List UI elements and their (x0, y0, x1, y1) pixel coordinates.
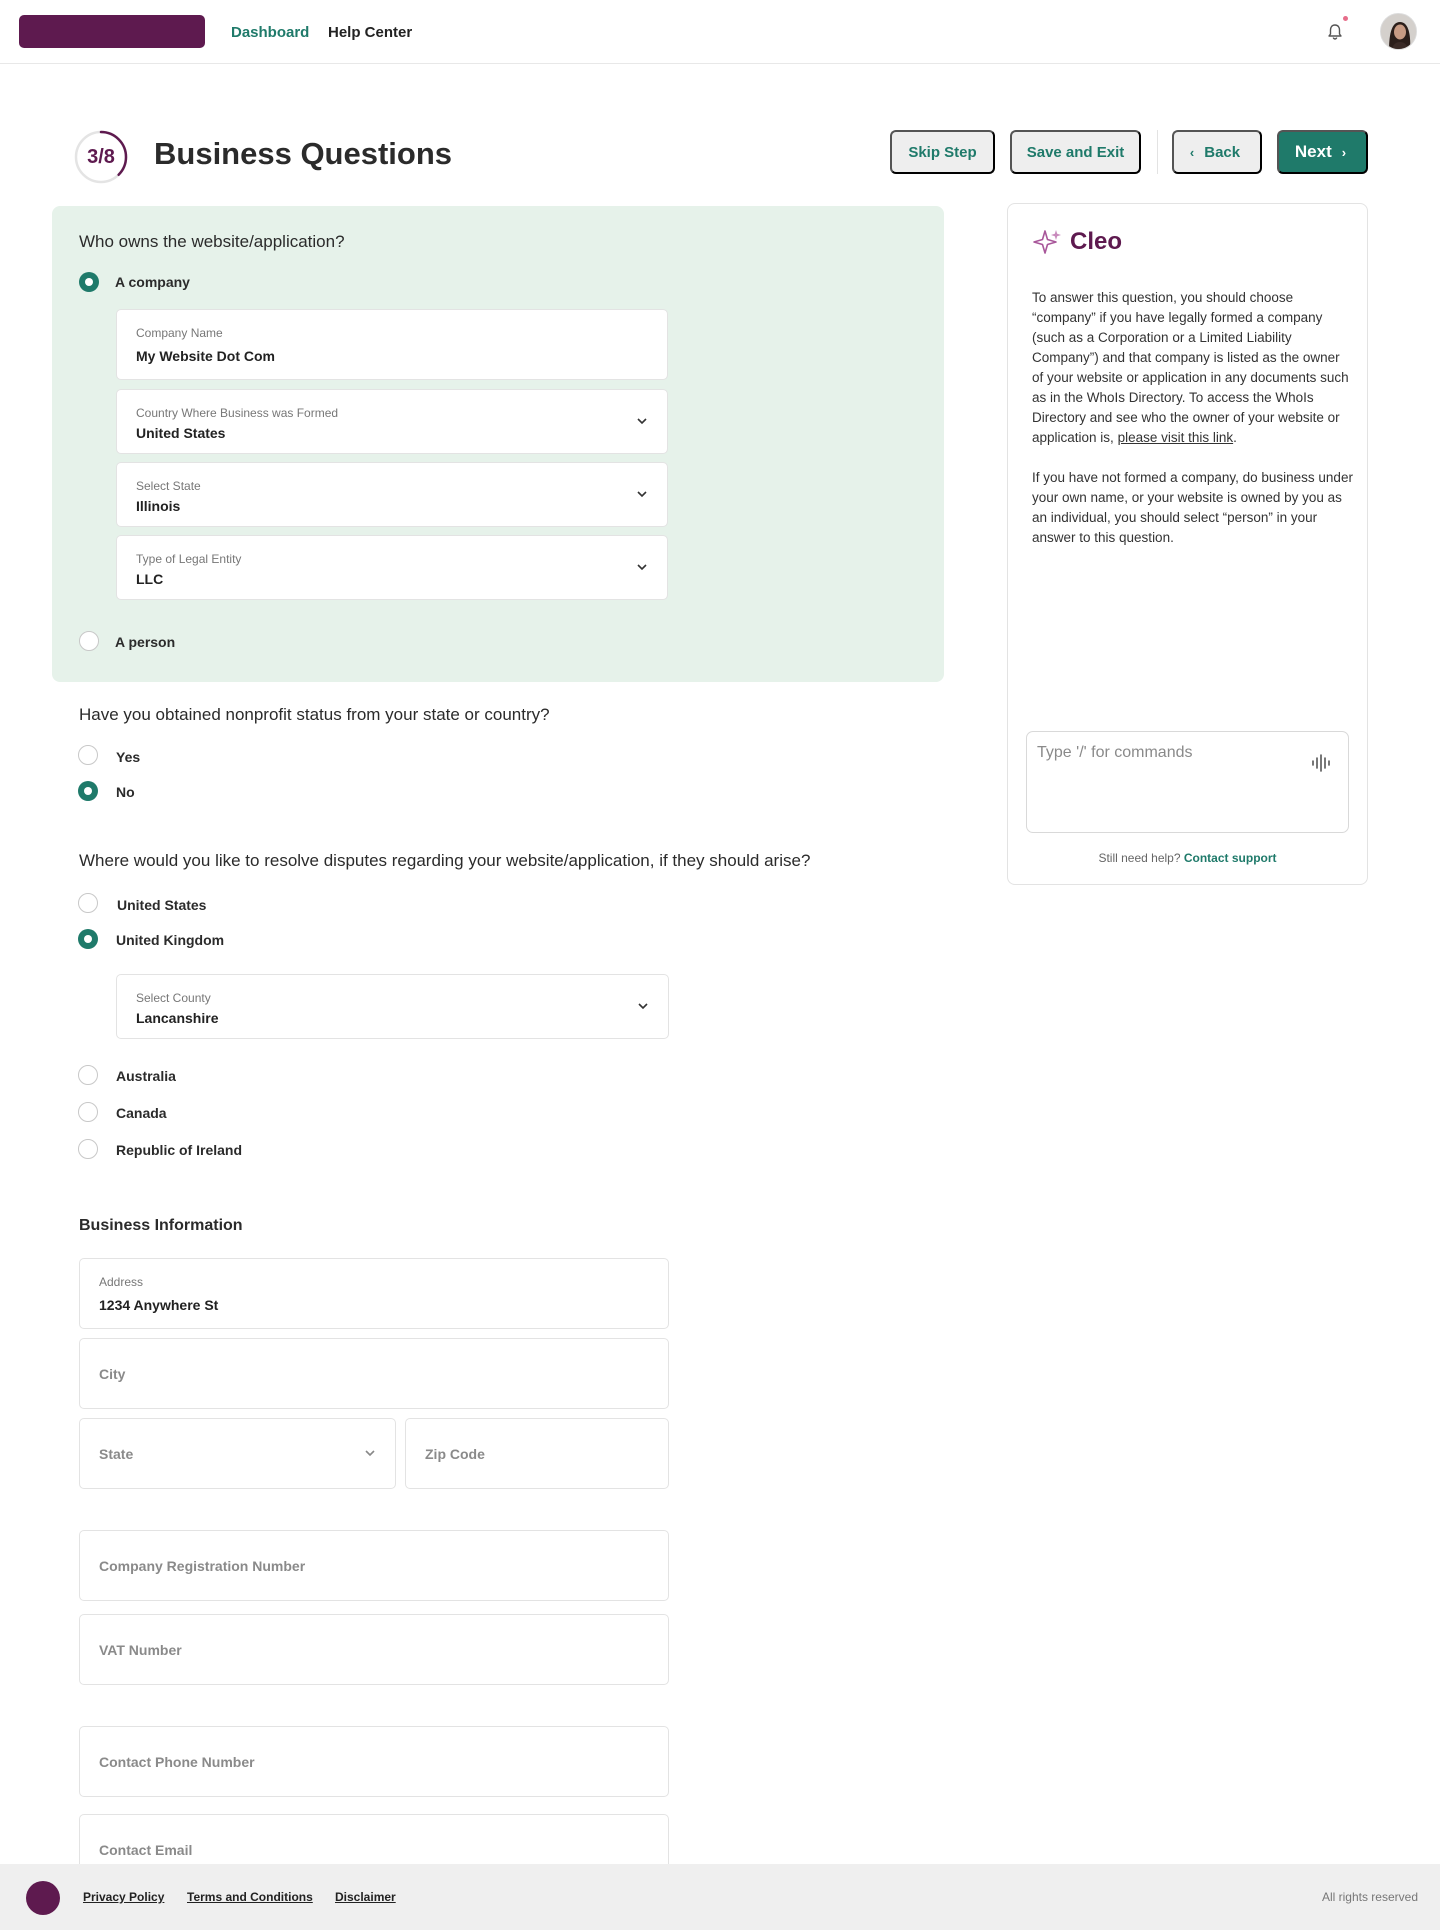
radio-no-label: No (116, 784, 135, 800)
radio-yes[interactable] (78, 745, 98, 765)
state-select-value: Illinois (136, 498, 181, 514)
company-name-value: My Website Dot Com (136, 348, 275, 364)
radio-united-kingdom[interactable] (78, 929, 98, 949)
zip-code-field[interactable] (405, 1418, 669, 1489)
radio-company[interactable] (79, 272, 99, 292)
contact-phone-placeholder: Contact Phone Number (99, 1753, 255, 1770)
radio-australia-label: Australia (116, 1068, 176, 1084)
ownership-question: Who owns the website/application? (79, 232, 345, 251)
radio-company-label: A company (115, 274, 190, 290)
country-formed-label: Country Where Business was Formed (136, 406, 339, 420)
legal-entity-value: LLC (136, 571, 164, 587)
nonprofit-question: Have you obtained nonprofit status from your state or country? (79, 705, 550, 724)
nav-dashboard-link[interactable]: Dashboard (231, 24, 310, 41)
county-select-value: Lancanshire (136, 1010, 219, 1026)
business-state-placeholder: State (99, 1445, 134, 1462)
sparkle-icon (1033, 227, 1063, 257)
whois-link[interactable]: please visit this link (1117, 430, 1234, 445)
legal-entity-select[interactable] (116, 535, 668, 600)
contact-support-link[interactable]: Contact support (1183, 851, 1277, 865)
cleo-title: Cleo (1070, 228, 1123, 255)
state-select[interactable] (116, 462, 668, 527)
vat-number-field[interactable] (79, 1614, 669, 1685)
back-label: Back (1204, 143, 1241, 161)
radio-united-kingdom-label: United Kingdom (116, 932, 225, 948)
disclaimer-link[interactable]: Disclaimer (335, 1890, 396, 1904)
company-registration-placeholder: Company Registration Number (99, 1557, 306, 1574)
country-formed-select[interactable] (116, 389, 668, 454)
city-placeholder: City (99, 1365, 126, 1382)
footer-logo (26, 1881, 60, 1915)
business-state-select[interactable] (79, 1418, 396, 1489)
radio-united-states[interactable] (78, 893, 98, 913)
zip-code-placeholder: Zip Code (425, 1445, 485, 1462)
cleo-command-input[interactable] (1037, 742, 1297, 764)
footer (0, 1864, 1440, 1930)
header-divider (1157, 130, 1158, 174)
company-name-field[interactable] (116, 309, 668, 380)
chevron-right-icon: › (1341, 144, 1347, 160)
radio-canada[interactable] (78, 1102, 98, 1122)
back-button[interactable] (1172, 130, 1262, 174)
page-title: Business Questions (154, 136, 453, 171)
chevron-down-icon (635, 414, 649, 428)
radio-republic-of-ireland-label: Republic of Ireland (116, 1142, 243, 1158)
chevron-left-icon: ‹ (1189, 144, 1195, 160)
contact-email-placeholder: Contact Email (99, 1841, 193, 1858)
support-prompt: Still need help? (1098, 851, 1181, 865)
county-select-label: Select County (136, 991, 211, 1005)
city-field[interactable] (79, 1338, 669, 1409)
top-nav (0, 0, 1440, 64)
step-counter: 3/8 (87, 146, 115, 168)
next-button[interactable] (1277, 130, 1368, 174)
support-text (1008, 851, 1367, 865)
company-registration-number-field[interactable] (79, 1530, 669, 1601)
nav-help-center-link[interactable]: Help Center (328, 24, 413, 41)
avatar[interactable] (1380, 13, 1417, 50)
radio-canada-label: Canada (116, 1105, 167, 1121)
bell-icon[interactable] (1325, 22, 1345, 42)
county-select[interactable] (116, 974, 669, 1039)
radio-republic-of-ireland[interactable] (78, 1139, 98, 1159)
company-name-label: Company Name (136, 326, 223, 340)
legal-entity-label: Type of Legal Entity (136, 552, 242, 566)
cleo-help-text (1032, 288, 1354, 568)
microphone-icon[interactable] (1310, 752, 1332, 774)
cleo-paragraph-2: If you have not formed a company, do business under your own name, or your website is owned by you as an individual, you should select “person” in your answer to this question. (1032, 470, 1353, 545)
chevron-down-icon (363, 1446, 377, 1460)
skip-step-button[interactable]: Skip Step (890, 130, 995, 174)
address-label: Address (99, 1275, 144, 1289)
country-formed-value: United States (136, 425, 226, 441)
radio-person-label: A person (115, 634, 176, 650)
address-value: 1234 Anywhere St (99, 1297, 219, 1313)
chevron-down-icon (635, 560, 649, 574)
disputes-question: Where would you like to resolve disputes regarding your website/application, if they should arise? (79, 851, 811, 870)
radio-person[interactable] (79, 631, 99, 651)
chevron-down-icon (635, 487, 649, 501)
radio-yes-label: Yes (116, 749, 141, 765)
cleo-paragraph-1 (1032, 288, 1354, 448)
cleo-paragraph-1-text: To answer this question, you should choose “company” if you have legally formed a company (such as a Corporation or a Limited Liability Company”) and that company is listed as the owner of your website or application in any documents such as in the WhoIs Directory. To access the WhoIs Directory and see who the owner of your website or application is, (1032, 290, 1349, 445)
chevron-down-icon (636, 999, 650, 1013)
cleo-paragraph-1-end: . (1233, 430, 1237, 445)
radio-australia[interactable] (78, 1065, 98, 1085)
contact-phone-field[interactable] (79, 1726, 669, 1797)
brand-logo[interactable] (19, 15, 205, 48)
radio-united-states-label: United States (117, 897, 207, 913)
save-and-exit-button[interactable]: Save and Exit (1010, 130, 1141, 174)
state-select-label: Select State (136, 479, 201, 493)
radio-no[interactable] (78, 781, 98, 801)
notification-dot (1343, 16, 1348, 21)
next-label: Next (1294, 142, 1332, 161)
avatar-image (1381, 14, 1417, 50)
business-information-title: Business Information (79, 1217, 243, 1234)
all-rights-reserved: All rights reserved (1321, 1890, 1418, 1904)
address-field[interactable] (79, 1258, 669, 1329)
vat-number-placeholder: VAT Number (99, 1641, 182, 1658)
cleo-command-box[interactable] (1026, 731, 1349, 833)
privacy-policy-link[interactable]: Privacy Policy (83, 1890, 165, 1904)
cleo-assistant-panel (1007, 203, 1368, 885)
terms-and-conditions-link[interactable]: Terms and Conditions (187, 1890, 313, 1904)
